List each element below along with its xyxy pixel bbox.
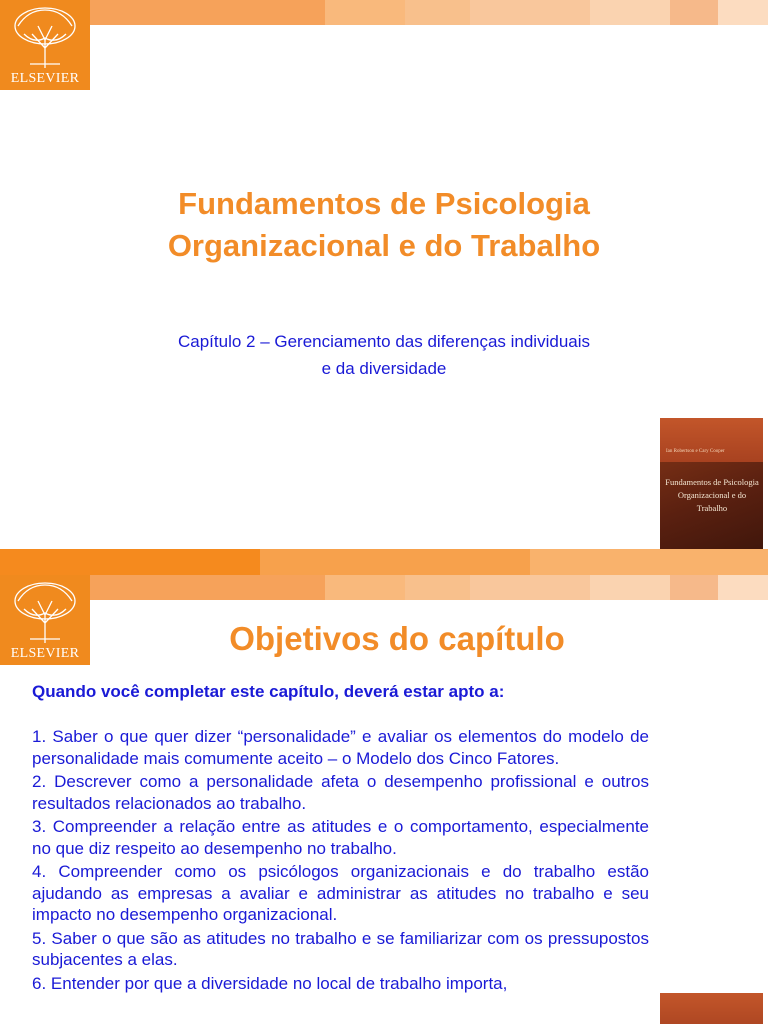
objective-item: 4. Compreender como os psicólogos organizacionais e do trabalho estão ajudando as empresas a avaliar e administrar as atitudes no trabalho e seu impacto no desempenho organizacional. (32, 862, 649, 924)
logo-label: ELSEVIER (10, 646, 80, 661)
slide-subtitle-line-2: e da diversidade (321, 359, 447, 378)
bottom-decorative-bar (0, 549, 768, 575)
objective-item: 2. Descrever como a personalidade afeta o desempenho profissional e outros resultados relacionados ao trabalho. (32, 772, 649, 813)
book-cover-authors: Ian Robertson e Cary Cooper (666, 449, 725, 454)
book-cover-image (660, 418, 763, 566)
slide-title-line-2: Organizacional e do Trabalho (167, 228, 601, 263)
slide-title: Objetivos do capítulo (229, 620, 565, 657)
logo-label: ELSEVIER (10, 71, 80, 86)
objective-item: 3. Compreender a relação entre as atitudes e o comportamento, especialmente no que diz respeito ao desempenho no trabalho. (32, 817, 649, 858)
objectives-slide (0, 575, 768, 1024)
slide-title-line-1: Fundamentos de Psicologia (178, 186, 590, 221)
slide-subtitle-line-1: Capítulo 2 – Gerenciamento das diferenças individuais (177, 332, 591, 351)
objective-item: 1. Saber o que quer dizer “personalidade” e avaliar os elementos do modelo de personalidade mais comumente aceito – o Modelo dos Cinco Fatores. (32, 727, 649, 768)
book-cover-top-band (660, 418, 763, 462)
book-cover-title-line-1: Fundamentos de Psicologia (665, 477, 759, 487)
tree-icon (8, 4, 82, 70)
book-cover-title-line-2: Organizacional e do Trabalho (677, 490, 747, 513)
book-cover-title (664, 476, 760, 515)
objectives-list (32, 726, 649, 996)
top-decorative-bar (0, 0, 768, 25)
objectives-intro: Quando você completar este capítulo, deverá estar apto a: (32, 682, 505, 701)
elsevier-logo (0, 0, 90, 90)
book-cover-image (660, 993, 763, 1024)
objective-item: 6. Entender por que a diversidade no local de trabalho importa, (32, 973, 508, 993)
top-decorative-bar (0, 575, 768, 600)
objective-item: 5. Saber o que são as atitudes no trabalho e se familiarizar com os pressupostos subjacentes a elas. (32, 928, 649, 969)
